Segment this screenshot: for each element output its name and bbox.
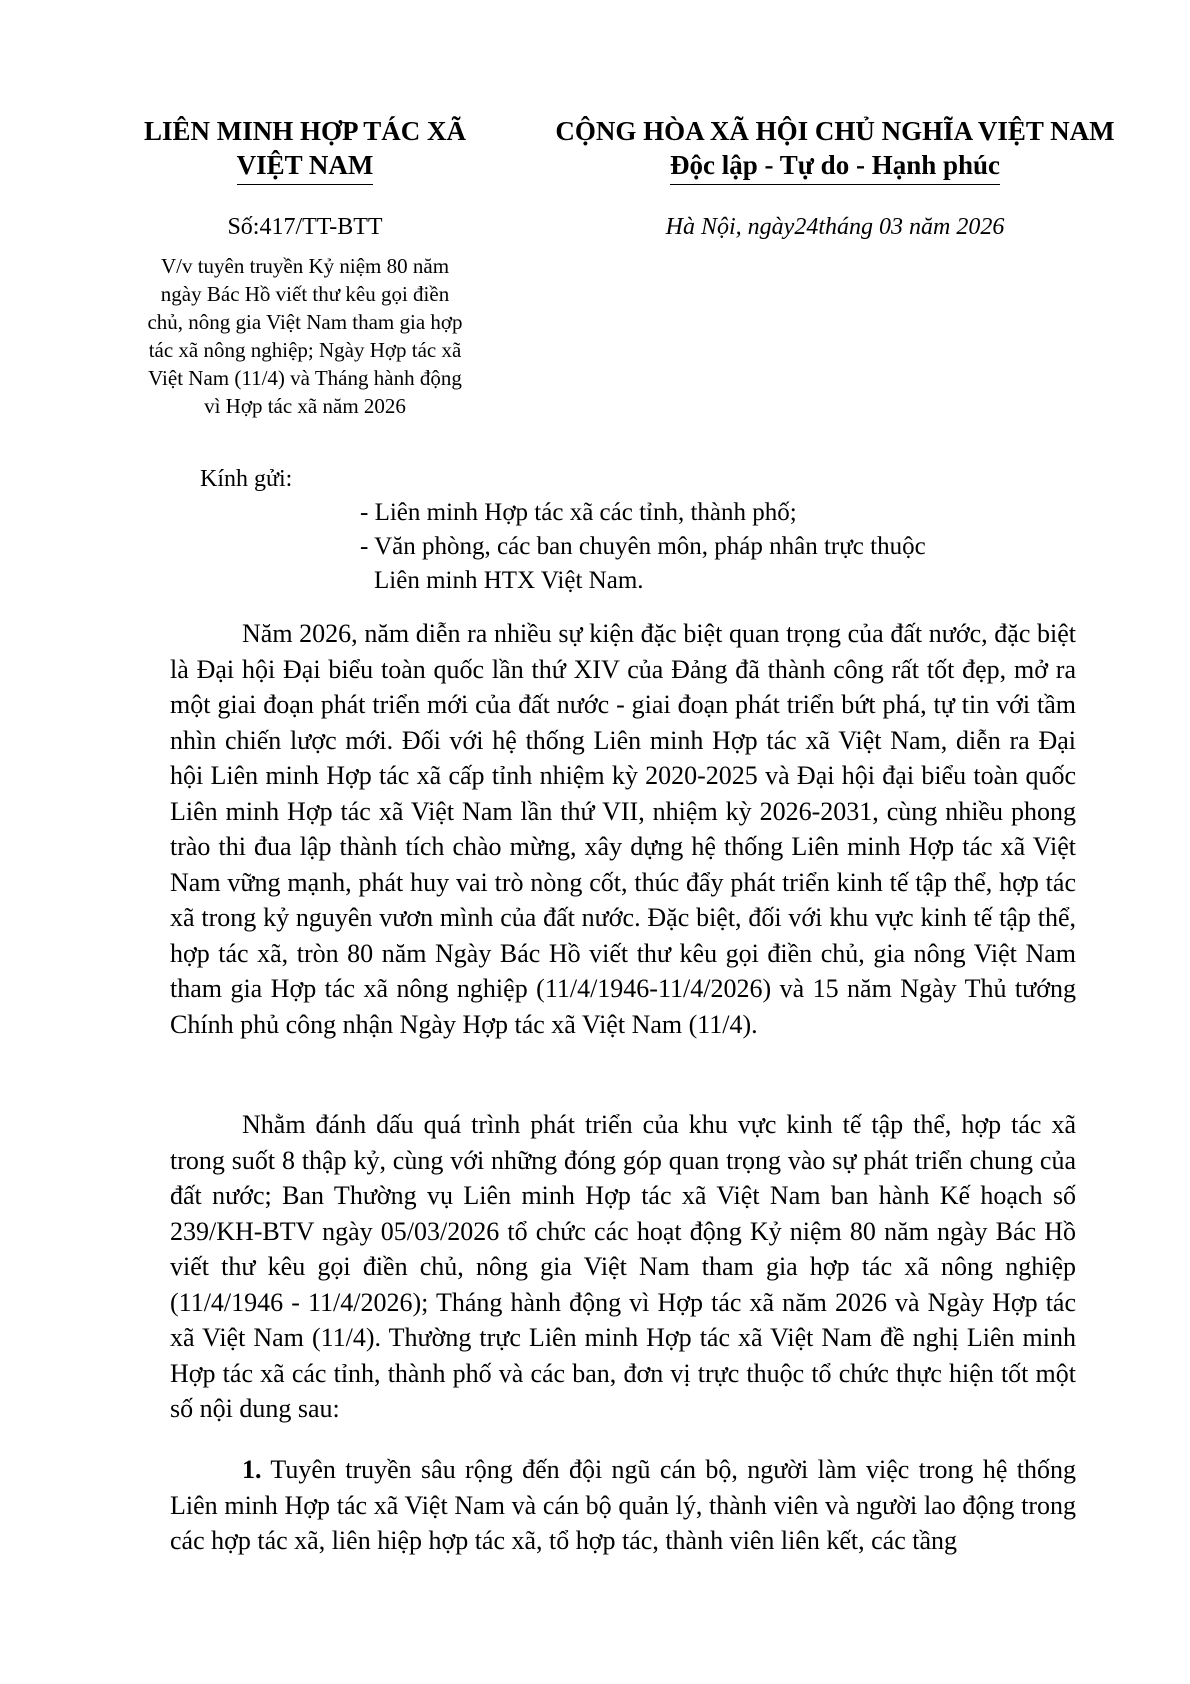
recipient-item: - Liên minh Hợp tác xã các tỉnh, thành phố; xyxy=(360,499,797,526)
national-motto: Độc lập - Tự do - Hạnh phúc xyxy=(670,148,1000,185)
recipient-item: - Văn phòng, các ban chuyên môn, pháp nhân trực thuộc xyxy=(360,533,926,560)
item-text: Tuyên truyền sâu rộng đến đội ngũ cán bộ, người làm việc trong hệ thống Liên minh Hợp tác xã Việt Nam và cán bộ quản lý, thành viên và người lao động trong các hợp tác xã, liên hiệp hợp tác xã, tổ hợp tác, thành viên liên kết, các tầng xyxy=(170,1455,1076,1555)
organization-header xyxy=(100,114,510,185)
body-paragraph-2: Nhằm đánh dấu quá trình phát triển của khu vực kinh tế tập thể, hợp tác xã trong suốt 8 thập kỷ, cùng với những đóng góp quan trọng vào sự phát triển chung của đất nước; Ban Thường vụ Liên minh Hợp tác xã Việt Nam ban hành Kế hoạch số 239/KH-BTV ngày 05/03/2026 tổ chức các hoạt động Kỷ niệm 80 năm ngày Bác Hồ viết thư kêu gọi điền chủ, nông gia Việt Nam tham gia hợp tác xã nông nghiệp (11/4/1946 - 11/4/2026); Tháng hành động vì Hợp tác xã năm 2026 và Ngày Hợp tác xã Việt Nam (11/4). Thường trực Liên minh Hợp tác xã Việt Nam đề nghị Liên minh Hợp tác xã các tỉnh, thành phố và các ban, đơn vị trực thuộc tổ chức thực hiện tốt một số nội dung sau: xyxy=(170,1110,1076,1423)
organization-name-line1: LIÊN MINH HỢP TÁC XÃ xyxy=(143,116,467,146)
salutation-label: Kính gửi: xyxy=(200,466,293,492)
body-paragraph-1: Năm 2026, năm diễn ra nhiều sự kiện đặc biệt quan trọng của đất nước, đặc biệt là Đại hội Đại biểu toàn quốc lần thứ XIV của Đảng đã thành công rất tốt đẹp, mở ra một giai đoạn phát triển mới của đất nước - giai đoạn phát triển bứt phá, tự tin với tầm nhìn chiến lược mới. Đối với hệ thống Liên minh Hợp tác xã Việt Nam, diễn ra Đại hội Liên minh Hợp tác xã cấp tỉnh nhiệm kỳ 2020-2025 và Đại hội đại biểu toàn quốc Liên minh Hợp tác xã Việt Nam lần thứ VII, nhiệm kỳ 2026-2031, cùng nhiều phong trào thi đua lập thành tích chào mừng, xây dựng hệ thống Liên minh Hợp tác xã Việt Nam vững mạnh, phát huy vai trò nòng cốt, thúc đẩy phát triển kinh tế tập thể, hợp tác xã trong kỷ nguyên vươn mình của đất nước. Đặc biệt, đối với khu vực kinh tế tập thể, hợp tác xã, tròn 80 năm Ngày Bác Hồ viết thư kêu gọi điền chủ, gia nông Việt Nam tham gia Hợp tác xã nông nghiệp (11/4/1946-11/4/2026) và 15 năm Ngày Thủ tướng Chính phủ công nhận Ngày Hợp tác xã Việt Nam (11/4). xyxy=(170,619,1076,1039)
item-number: 1. xyxy=(242,1455,262,1484)
national-header xyxy=(525,114,1145,185)
recipient-list xyxy=(360,496,1120,598)
body-item-1 xyxy=(170,1452,1076,1559)
document-number: Số:417/TT-BTT xyxy=(227,214,383,240)
organization-name-line2: VIỆT NAM xyxy=(237,148,374,185)
document-subject: V/v tuyên truyền Kỷ niệm 80 năm ngày Bác Hồ viết thư kêu gọi điền chủ, nông gia Việt Nam tham gia hợp tác xã nông nghiệp; Ngày Hợp tác xã Việt Nam (11/4) và Tháng hành động vì Hợp tác xã năm 2026 xyxy=(147,254,463,418)
date-line: Hà Nội, ngày24tháng 03 năm 2026 xyxy=(665,214,1005,240)
recipient-item: Liên minh HTX Việt Nam. xyxy=(374,567,644,594)
national-title: CỘNG HÒA XÃ HỘI CHỦ NGHĨA VIỆT NAM xyxy=(555,116,1115,146)
